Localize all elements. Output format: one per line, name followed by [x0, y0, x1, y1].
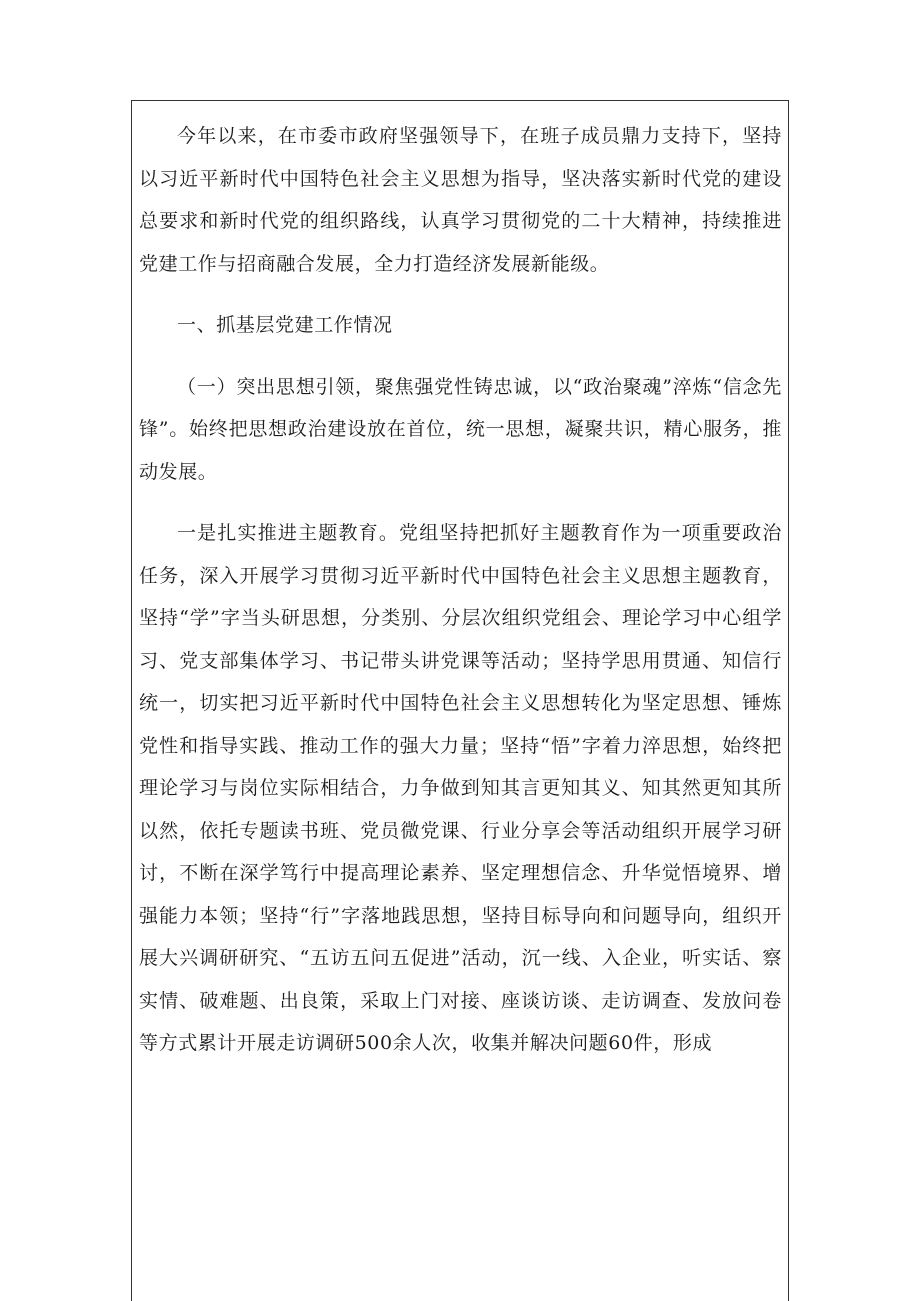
- subsection-paragraph: （一）突出思想引领，聚焦强党性铸忠诚，以“政治聚魂”淬炼“信念先锋”。始终把思想政治建设放在首位，统一思想，凝聚共识，精心服务，推动发展。: [139, 375, 782, 483]
- intro-paragraph: 今年以来，在市委市政府坚强领导下，在班子成员鼎力支持下，坚持以习近平新时代中国特色社会主义思想为指导，坚决落实新时代党的建设总要求和新时代党的组织路线，认真学习贯彻党的二十大精神，持续推进党建工作与招商融合发展，全力打造经济发展新能级。: [139, 125, 782, 275]
- document-body: [139, 115, 782, 1065]
- document-frame: [131, 100, 789, 1301]
- body-paragraph: 一是扎实推进主题教育。党组坚持把抓好主题教育作为一项重要政治任务，深入开展学习贯彻习近平新时代中国特色社会主义思想主题教育，坚持“学”字当头研思想，分类别、分层次组织党组会、理论学习中心组学习、党支部集体学习、书记带头讲党课等活动；坚持学思用贯通、知信行统一，切实把习近平新时代中国特色社会主义思想转化为坚定思想、锤炼党性和指导实践、推动工作的强大力量；坚持“悟”字着力淬思想，始终把理论学习与岗位实际相结合，力争做到知其言更知其义、知其然更知其所以然，依托专题读书班、党员微党课、行业分享会等活动组织开展学习研讨，不断在深学笃行中提高理论素养、坚定理想信念、升华觉悟境界、增强能力本领；坚持“行”字落地践思想，坚持目标导向和问题导向，组织开展大兴调研研究、“五访五问五促进”活动，沉一线、入企业，听实话、察实情、破难题、出良策，采取上门对接、座谈访谈、走访调查、发放问卷等方式累计开展走访调研500余人次，收集并解决问题60件，形成: [139, 522, 782, 1054]
- section-heading: 一、抓基层党建工作情况: [177, 314, 393, 336]
